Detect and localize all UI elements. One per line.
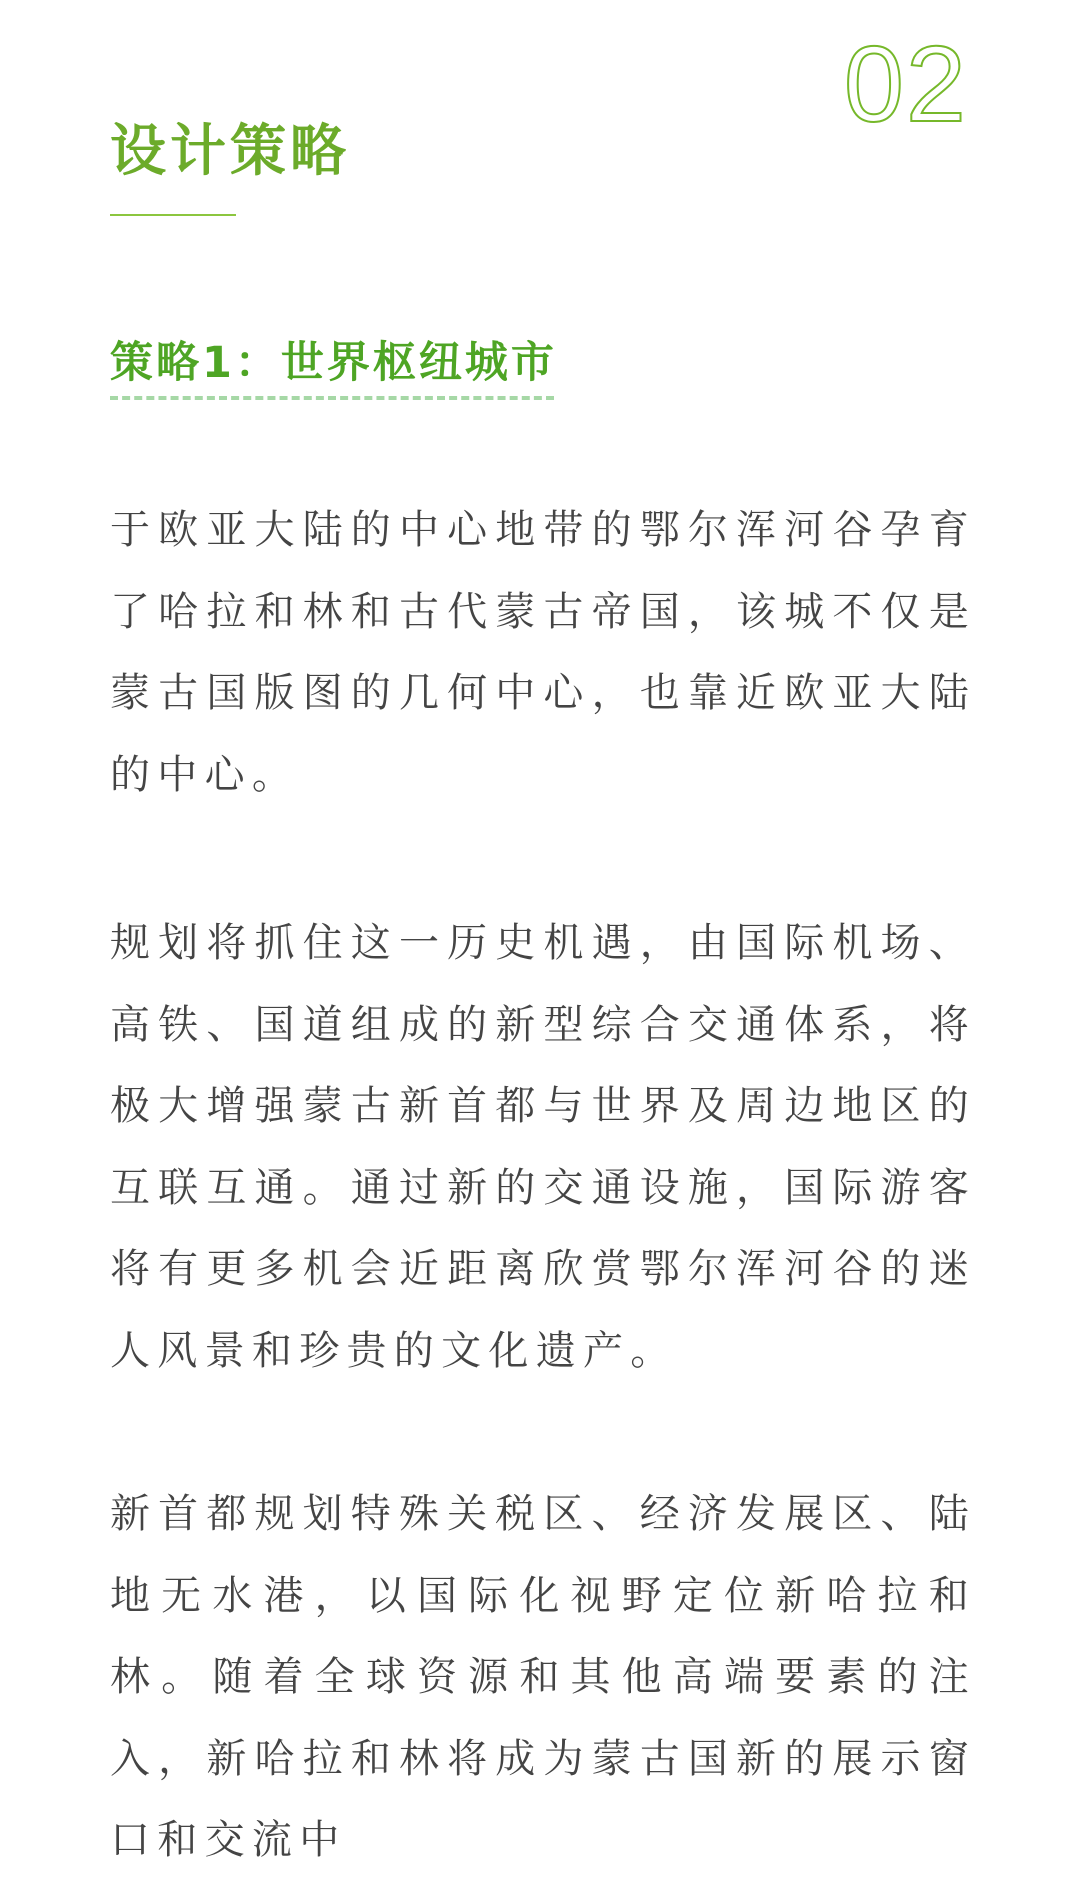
title-underline [110, 214, 236, 216]
section-title: 设计策略 [110, 119, 350, 184]
body-paragraph-2: 规划将抓住这一历史机遇，由国际机场、高铁、国道组成的新型综合交通体系，将极大增强蒙古新首都与世界及周边地区的互联互通。通过新的交通设施，国际游客将有更多机会近距离欣赏鄂尔浑河谷的迷人风景和珍贵的文化遗产。 [110, 920, 976, 1374]
body-paragraph-1: 于欧亚大陆的中心地带的鄂尔浑河谷孕育了哈拉和林和古代蒙古帝国，该城不仅是蒙古国版图的几何中心，也靠近欧亚大陆的中心。 [110, 507, 976, 798]
body-paragraph-3: 新首都规划特殊关税区、经济发展区、陆地无水港，以国际化视野定位新哈拉和林。随着全球资源和其他高端要素的注入，新哈拉和林将成为蒙古国新的展示窗口和交流中 [110, 1491, 976, 1863]
strategy-dashed-underline [110, 396, 554, 400]
strategy-heading: 策略1：世界枢纽城市 [110, 338, 557, 388]
section-number: 02 [843, 23, 968, 144]
